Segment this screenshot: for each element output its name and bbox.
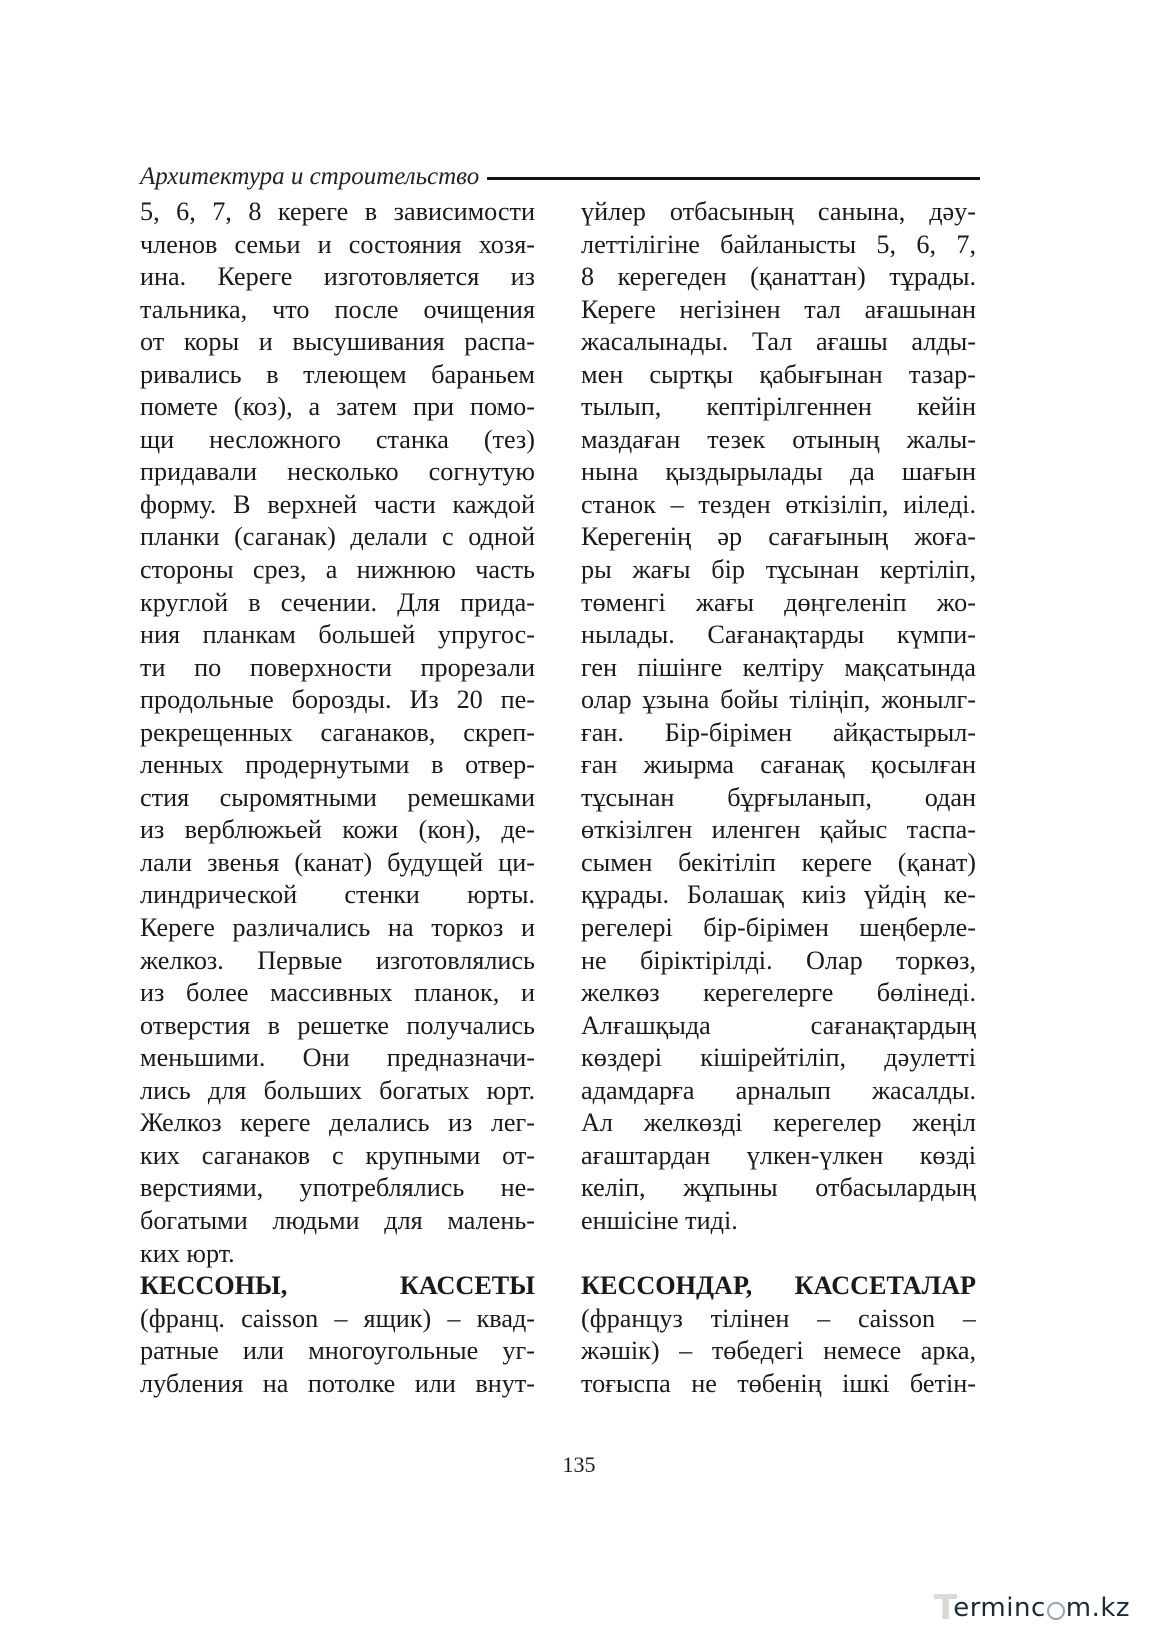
header-rule: [487, 177, 980, 180]
magnifier-icon: [1047, 1602, 1065, 1620]
term-heading: КЕССОНЫ, КАССЕТЫ: [140, 1271, 535, 1301]
text-line: от коры и высушивания распа-: [140, 327, 535, 357]
right-column-kazakh: [581, 196, 976, 1400]
text-line: ких саганаков с крупными от-: [140, 1140, 535, 1170]
text-line: Кереге различались на торкоз и: [140, 913, 535, 943]
text-line: ина. Кереге изготовляется из: [140, 262, 535, 292]
left-column-russian: [140, 196, 535, 1400]
text-line: лубления на потолке или внут-: [140, 1368, 535, 1398]
text-line: лись для больших богатых юрт.: [140, 1075, 535, 1105]
text-line: продольные борозды. Из 20 пе-: [140, 685, 535, 715]
text-line: ривались в тлеющем бараньем: [140, 359, 535, 389]
text-line: нына қыздырылады да шағын: [581, 457, 976, 487]
text-line: көздері кішірейтіліп, дәулетті: [581, 1043, 976, 1073]
text-line: стороны срез, а нижнюю часть: [140, 555, 535, 585]
text-line: еншісіне тиді.: [581, 1205, 738, 1235]
text-line: форму. В верхней части каждой: [140, 489, 535, 519]
page-number: 135: [562, 1452, 596, 1477]
running-header: [140, 160, 980, 194]
text-line: 5, 6, 7, 8 кереге в зависимости: [140, 197, 535, 226]
text-line: тальника, что после очищения: [140, 294, 535, 324]
text-line: Алғашқыда сағанақтардың: [581, 1010, 976, 1040]
text-line: тоғыспа не төбенің ішкі бетін-: [581, 1368, 976, 1398]
text-line: отверстия в решетке получались: [140, 1010, 535, 1040]
text-line: ры жағы бір тұсынан кертіліп,: [581, 555, 976, 585]
text-line: Кереге негізінен тал ағашынан: [581, 294, 976, 324]
text-line: богатыми людьми для малень-: [140, 1205, 535, 1235]
text-line: придавали несколько согнутую: [140, 457, 535, 487]
text-line: линдрической стенки юрты.: [140, 880, 535, 910]
text-line: тылып, кептірілгеннен кейін: [581, 392, 976, 422]
text-line: желкоз. Первые изготовлялись: [140, 945, 535, 975]
text-line: ған. Бір-бірімен айқастырыл-: [581, 717, 976, 747]
text-line: сымен бекітіліп кереге (қанат): [581, 847, 976, 877]
text-line: леттілігіне байланысты 5, 6, 7,: [581, 229, 976, 259]
text-line: ратные или многоугольные уг-: [140, 1336, 535, 1366]
text-line: круглой в сечении. Для прида-: [140, 587, 535, 617]
text-line: жасалынады. Тал ағашы алды-: [581, 327, 976, 357]
text-line: не біріктірілді. Олар торкөз,: [581, 945, 976, 975]
text-line: верстиями, употреблялись не-: [140, 1173, 535, 1203]
text-line: Желкоз кереге делались из лег-: [140, 1108, 535, 1138]
header-title: Архитектура и строительство: [140, 163, 480, 190]
text-line: из более массивных планок, и: [140, 978, 535, 1008]
termincom-watermark-logo: [934, 1588, 1130, 1628]
text-line: (франц. caisson – ящик) – квад-: [140, 1303, 535, 1333]
text-line: стия сыромятными ремешками: [140, 782, 535, 812]
text-line: меньшими. Они предназначи-: [140, 1043, 535, 1073]
term-heading: КЕССОНДАР, КАССЕТАЛАР: [581, 1271, 976, 1301]
text-line: Керегенің әр сағағының жоға-: [581, 522, 976, 552]
text-line: үйлер отбасының санына, дәу-: [581, 197, 976, 226]
text-line: ния планкам большей упругос-: [140, 620, 535, 650]
text-line: нылады. Сағанақтарды күмпи-: [581, 620, 976, 650]
text-line: адамдарға арналып жасалды.: [581, 1075, 976, 1105]
watermark-text-end: m.kz: [1065, 1593, 1131, 1623]
text-line: жәшік) – төбедегі немесе арка,: [581, 1336, 976, 1366]
text-line: құрады. Болашақ киіз үйдің ке-: [581, 880, 976, 910]
text-line: регелері бір-бірімен шеңберле-: [581, 913, 976, 943]
text-line: из верблюжьей кожи (кон), де-: [140, 815, 535, 845]
text-line: Ал желкөзді керегелер жеңіл: [581, 1108, 976, 1138]
paragraph-gap: [581, 1238, 976, 1271]
text-line: лали звенья (канат) будущей ци-: [140, 847, 535, 877]
text-line: ған жиырма сағанақ қосылған: [581, 750, 976, 780]
text-line: өткізілген иленген қайыс таспа-: [581, 815, 976, 845]
text-line: планки (саганак) делали с одной: [140, 522, 535, 552]
text-line: желкөз керегелерге бөлінеді.: [581, 978, 976, 1008]
text-line: ағаштардан үлкен-үлкен көзді: [581, 1140, 976, 1170]
text-line: рекрещенных саганаков, скреп-: [140, 717, 535, 747]
text-line: ленных продернутыми в отвер-: [140, 750, 535, 780]
text-line: ких юрт.: [140, 1238, 235, 1268]
text-line: членов семьи и состояния хозя-: [140, 229, 535, 259]
text-line: щи несложного станка (тез): [140, 424, 535, 454]
text-line: 8 керегеден (қанаттан) тұрады.: [581, 262, 976, 292]
watermark-text-start: erminc: [953, 1593, 1046, 1623]
text-line: келіп, жұпыны отбасылардың: [581, 1173, 976, 1203]
text-line: (француз тілінен – caisson –: [581, 1303, 976, 1333]
text-line: помете (коз), а затем при помо-: [140, 392, 535, 422]
text-line: төменгі жағы дөңгеленіп жо-: [581, 587, 976, 617]
text-line: мен сыртқы қабығынан тазар-: [581, 359, 976, 389]
text-line: маздаған тезек отының жалы-: [581, 424, 976, 454]
text-line: станок – тезден өткізіліп, иіледі.: [581, 489, 976, 519]
text-line: ти по поверхности прорезали: [140, 652, 535, 682]
text-line: олар ұзына бойы тіліңіп, жонылг-: [581, 685, 976, 715]
text-line: ген пішінге келтіру мақсатында: [581, 652, 976, 682]
text-line: тұсынан бұрғыланып, одан: [581, 782, 976, 812]
watermark-t-glyph: T: [934, 1588, 958, 1628]
